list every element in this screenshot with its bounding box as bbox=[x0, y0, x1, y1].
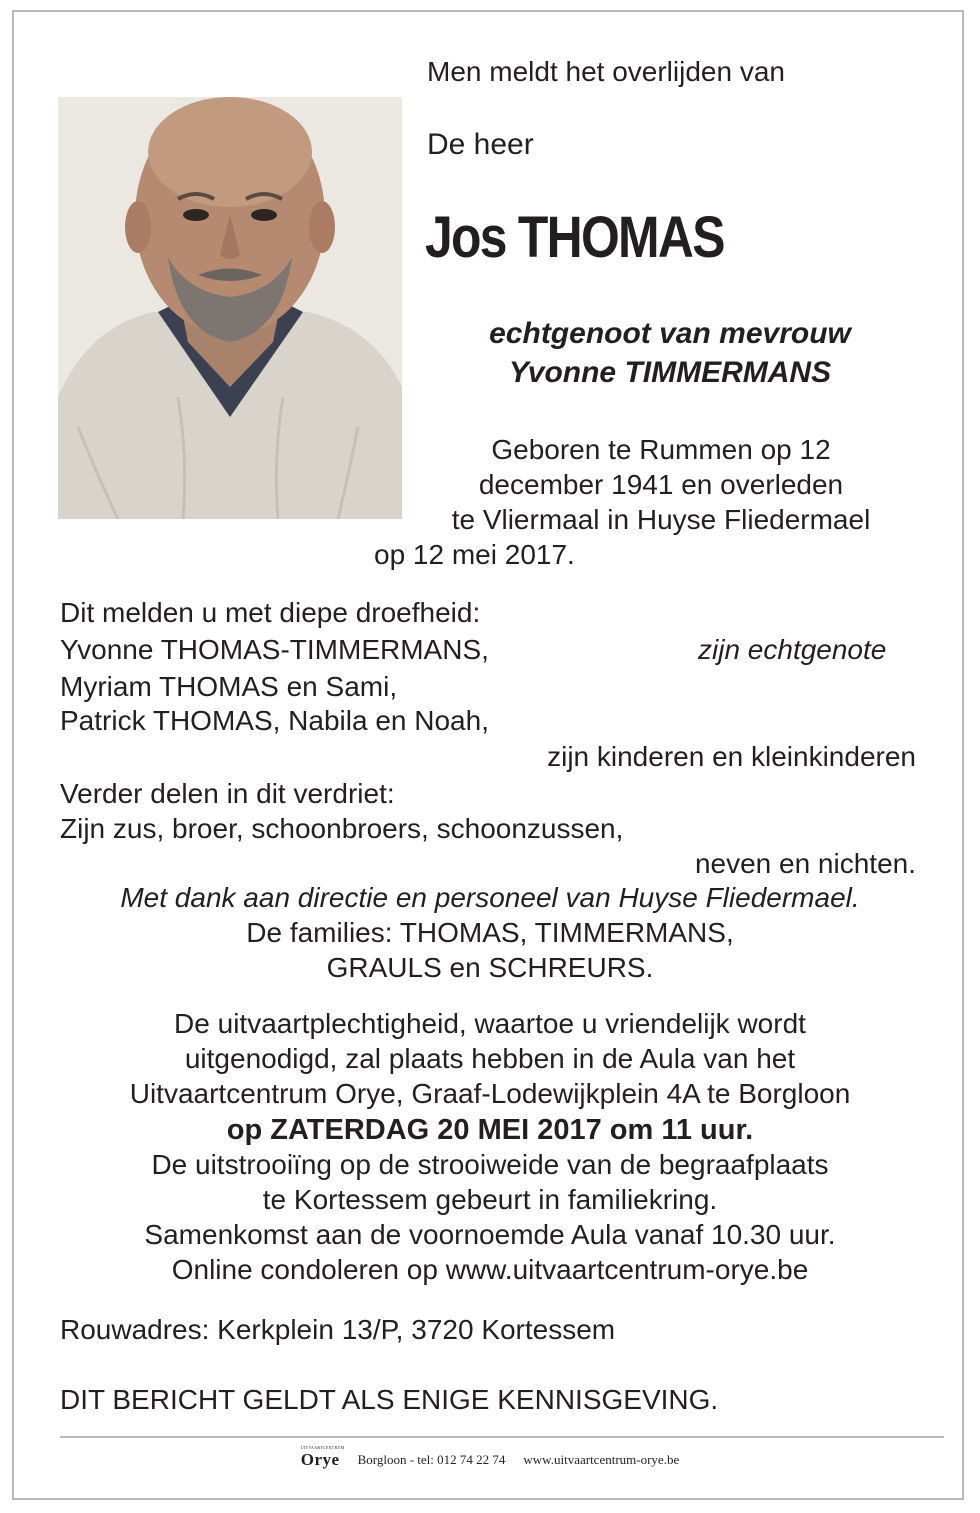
birth-line-3: te Vliermaal in Huyse Fliedermael bbox=[451, 504, 871, 535]
official-notice: DIT BERICHT GELDT ALS ENIGE KENNISGEVING. bbox=[60, 1384, 719, 1415]
ceremony-line-6: te Kortessem gebeurt in familiekring. bbox=[262, 1184, 718, 1215]
spouse-line-2: Yvonne TIMMERMANS bbox=[508, 356, 832, 389]
portrait-photo bbox=[58, 97, 402, 519]
spouse-role: zijn echtgenote bbox=[698, 634, 887, 665]
mourning-address: Rouwadres: Kerkplein 13/P, 3720 Kortessem bbox=[60, 1314, 616, 1345]
ceremony-line-7: Samenkomst aan de voornoemde Aula vanaf 10.30 uur. bbox=[144, 1219, 836, 1250]
orye-logo bbox=[300, 1445, 345, 1470]
birth-line-4: op 12 mei 2017. bbox=[374, 539, 575, 570]
ceremony-line-2: uitgenodigd, zal plaats hebben in de Aula van het bbox=[184, 1043, 796, 1074]
deceased-name: Jos THOMAS bbox=[425, 205, 724, 270]
intro-line: Men meldt het overlijden van bbox=[427, 56, 785, 87]
logo-subtitle: UITVAARTCENTRUM bbox=[300, 1445, 345, 1450]
footer-website[interactable]: www.uitvaartcentrum-orye.be bbox=[523, 1452, 680, 1467]
mourners-heading: Dit melden u met diepe droefheid: bbox=[60, 597, 481, 628]
footer bbox=[0, 1445, 980, 1472]
ceremony-line-1: De uitvaartplechtigheid, waartoe u vriendelijk wordt bbox=[174, 1008, 806, 1039]
ceremony-line-8: Online condoleren op www.uitvaartcentrum-orye.be bbox=[171, 1254, 809, 1285]
relatives-line: Zijn zus, broer, schoonbroers, schoonzussen, bbox=[60, 813, 624, 844]
birth-line-1: Geboren te Rummen op 12 bbox=[491, 434, 831, 465]
footer-contact: Borgloon - tel: 012 74 22 74 bbox=[357, 1452, 506, 1467]
spouse-line-1: echtgenoot van mevrouw bbox=[489, 317, 851, 350]
families-line-1: De families: THOMAS, TIMMERMANS, bbox=[246, 917, 734, 948]
child-line-1: Myriam THOMAS en Sami, bbox=[60, 671, 398, 702]
ceremony-date: op ZATERDAG 20 MEI 2017 om 11 uur. bbox=[226, 1114, 754, 1146]
logo-text: Orye bbox=[300, 1450, 340, 1469]
relatives-end: neven en nichten. bbox=[694, 848, 916, 879]
footer-rule bbox=[60, 1436, 944, 1438]
spouse-name: Yvonne THOMAS-TIMMERMANS, bbox=[60, 634, 489, 665]
ceremony-line-3: Uitvaartcentrum Orye, Graaf-Lodewijkplein 4A te Borgloon bbox=[129, 1078, 851, 1109]
salutation: De heer bbox=[427, 128, 534, 161]
families-line-2: GRAULS en SCHREURS. bbox=[326, 952, 654, 983]
thanks-line: Met dank aan directie en personeel van Huyse Fliedermael. bbox=[120, 882, 860, 913]
further-heading: Verder delen in dit verdriet: bbox=[60, 778, 395, 809]
ceremony-line-5: De uitstrooiïng op de strooiweide van de begraafplaats bbox=[151, 1149, 829, 1180]
child-line-2: Patrick THOMAS, Nabila en Noah, bbox=[60, 705, 489, 736]
birth-line-2: december 1941 en overleden bbox=[478, 469, 844, 500]
children-role: zijn kinderen en kleinkinderen bbox=[547, 741, 916, 772]
